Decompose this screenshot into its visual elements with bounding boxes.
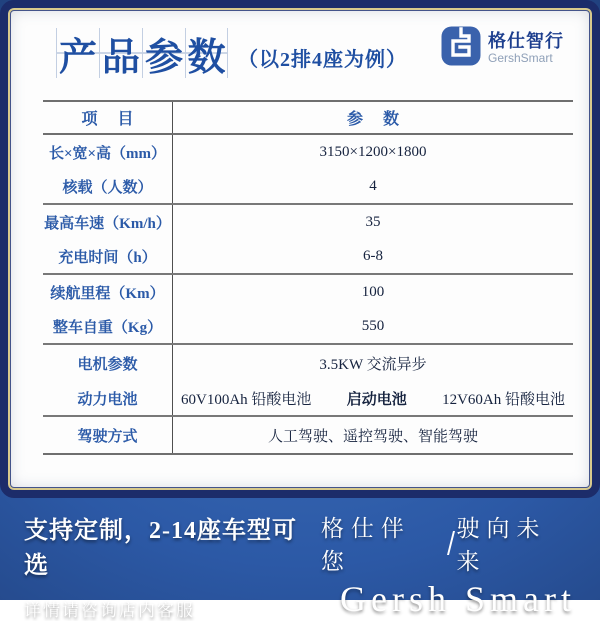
table-row [43, 205, 573, 240]
brand-logo-icon [441, 26, 481, 71]
title-char: 数 [185, 28, 228, 78]
row-label: 整车自重（Kg） [43, 310, 173, 343]
footer-right [320, 510, 576, 619]
title-char: 品 [99, 28, 142, 78]
battery-starter-spec: 12V60Ah 铅酸电池 [442, 391, 565, 408]
table-row [43, 170, 573, 205]
row-value: 3150×1200×1800 [319, 144, 427, 160]
battery-main: 60V100Ah 铅酸电池 [181, 391, 312, 408]
table-row [43, 345, 573, 381]
row-value: 人工驾驶、遥控驾驶、智能驾驶 [267, 428, 478, 445]
column-header-parameter: 参 数 [346, 111, 407, 128]
row-label: 充电时间（h） [43, 240, 173, 273]
row-value-battery [173, 381, 573, 415]
customization-note: 支持定制，2-14座车型可选 [24, 518, 297, 579]
brand-name-en: GershSmart [488, 50, 553, 65]
row-label: 动力电池 [43, 381, 173, 415]
slash-divider-icon [447, 531, 455, 555]
row-value: 35 [365, 214, 381, 230]
page-title [56, 28, 228, 78]
table-row [43, 381, 573, 417]
title-char: 产 [56, 28, 99, 78]
title-char: 参 [142, 28, 185, 78]
slogan-left: 格仕伴您 [320, 516, 411, 574]
battery-starter-label: 启动电池 [346, 391, 407, 408]
row-value: 3.5KW 交流异步 [319, 356, 427, 373]
brand-slogan [321, 510, 576, 576]
row-value: 100 [361, 284, 385, 300]
spec-table [43, 100, 573, 455]
row-label: 电机参数 [43, 345, 173, 381]
row-label: 核载（人数） [43, 170, 173, 203]
contact-note: 详情请咨询店内客服 [24, 601, 195, 620]
row-value: 6-8 [363, 248, 383, 264]
title-subtitle: （以2排4座为例） [238, 48, 407, 71]
column-header-item: 项 目 [43, 102, 173, 133]
row-label: 驾驶方式 [43, 417, 173, 453]
brand-logo [441, 26, 564, 71]
brand-logo-text [488, 32, 564, 65]
footer [0, 498, 600, 620]
footer-left [24, 510, 321, 620]
table-row [43, 310, 573, 345]
row-label: 续航里程（Km） [43, 275, 173, 310]
brand-wordmark: Gersh Smart [340, 579, 576, 619]
row-label: 长×宽×高（mm） [43, 135, 173, 170]
table-row [43, 417, 573, 455]
table-row [43, 240, 573, 275]
brand-name-cn: 格仕智行 [488, 31, 564, 51]
table-row [43, 135, 573, 170]
slogan-right: 驶向未来 [456, 516, 547, 574]
card-header [56, 26, 578, 78]
row-value: 550 [361, 318, 385, 334]
row-label: 最高车速（Km/h） [43, 205, 173, 240]
table-row [43, 275, 573, 310]
table-header-row [43, 102, 573, 135]
row-value: 4 [369, 178, 377, 194]
